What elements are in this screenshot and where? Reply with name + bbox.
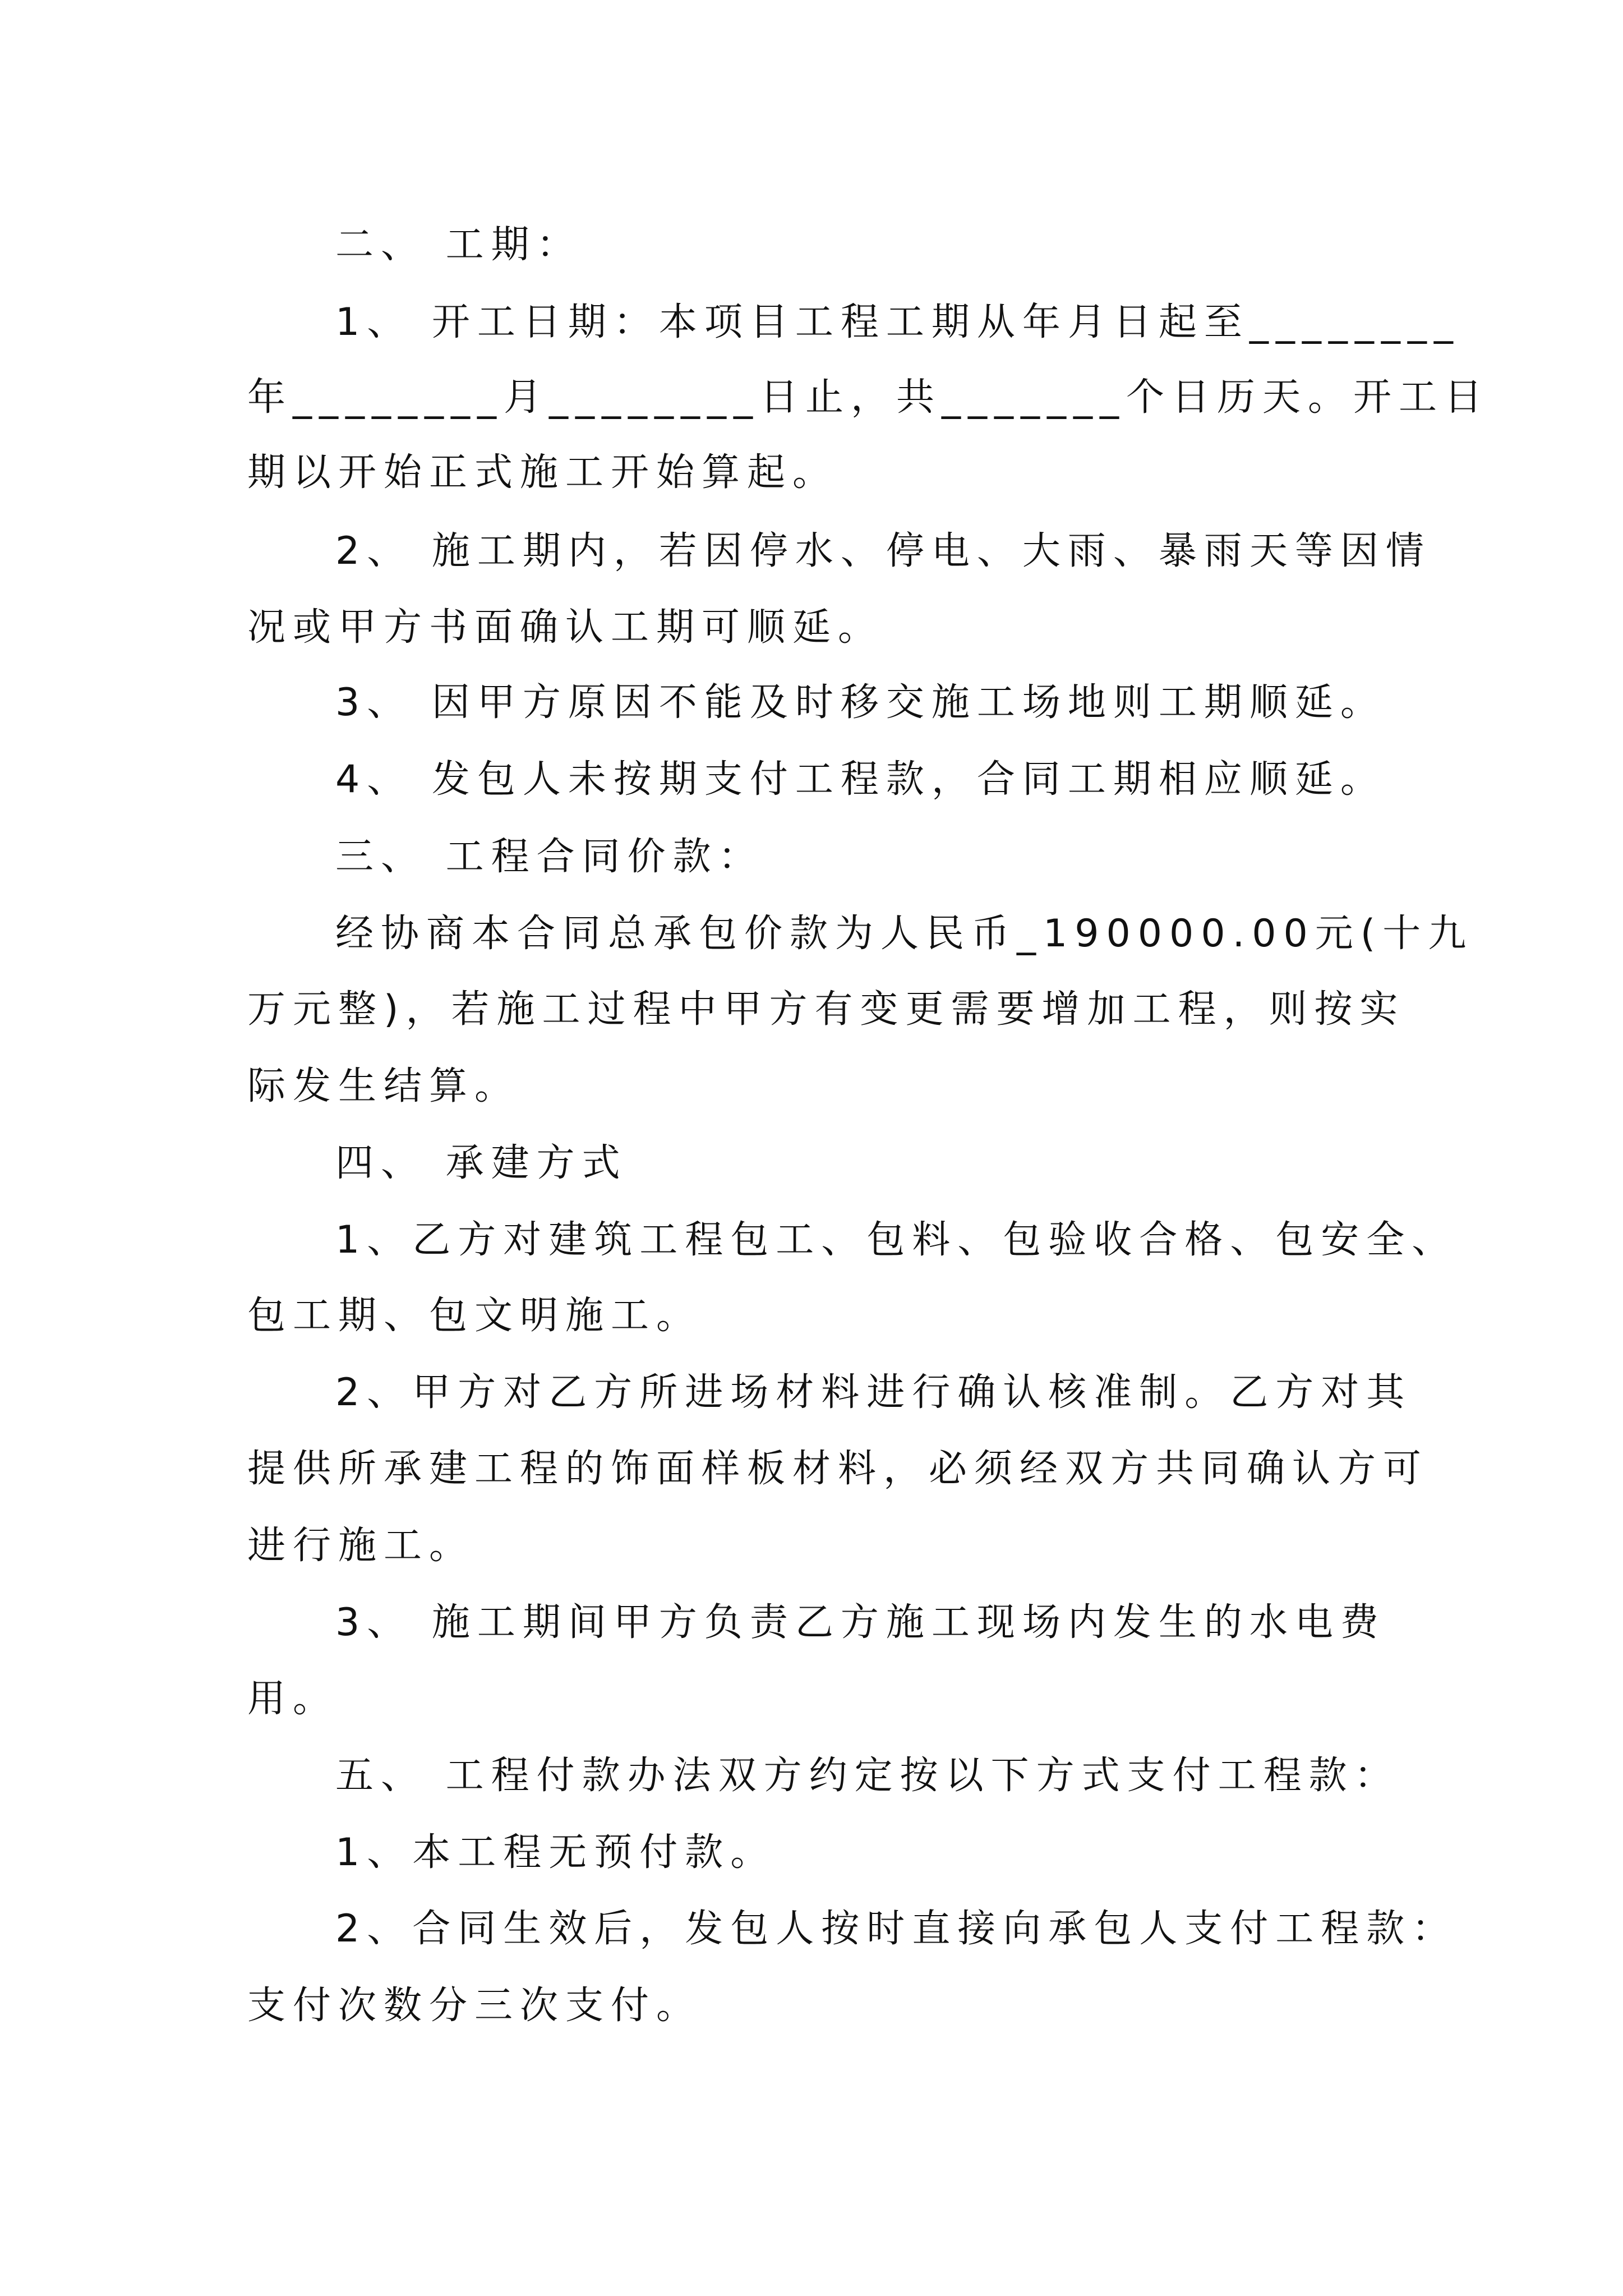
paragraph-line: 2、 施工期内，若因停水、停电、大雨、暴雨天等因情 [335,529,1431,573]
paragraph-line: 经协商本合同总承包价款为人民币_190000.00元(十九 [335,912,1474,956]
paragraph-line: 1、本工程无预付款。 [335,1830,776,1875]
section-heading-construction-method: 四、 承建方式 [335,1141,628,1185]
paragraph-line: 用。 [247,1677,339,1721]
paragraph-line: 提供所承建工程的饰面样板材料，必须经双方共同确认方可 [247,1447,1429,1491]
paragraph-line: 2、甲方对乙方所进场材料进行确认核准制。乙方对其 [335,1370,1412,1415]
paragraph-line: 进行施工。 [247,1524,475,1568]
paragraph-line: 况或甲方书面确认工期可顺延。 [247,605,884,650]
paragraph-line: 期以开始正式施工开始算起。 [247,450,838,495]
paragraph-line: 2、合同生效后，发包人按时直接向承包人支付工程款： [335,1907,1458,1951]
paragraph-line: 支付次数分三次支付。 [247,1984,702,2028]
paragraph-line: 包工期、包文明施工。 [247,1294,702,1338]
paragraph-line: 3、 因甲方原因不能及时移交施工场地则工期顺延。 [335,680,1386,725]
paragraph-line: 4、 发包人未按期支付工程款，合同工期相应顺延。 [335,757,1386,802]
section-heading-payment-method: 五、 工程付款办法双方约定按以下方式支付工程款： [335,1754,1400,1798]
paragraph-line: 1、 开工日期：本项目工程工期从年月日起至________ [335,300,1460,344]
section-heading-contract-price: 三、 工程合同价款： [335,835,764,879]
paragraph-line: 1、乙方对建筑工程包工、包料、包验收合格、包安全、 [335,1218,1458,1262]
paragraph-line: 3、 施工期间甲方负责乙方施工现场内发生的水电费 [335,1600,1386,1645]
paragraph-line: 年________月________日止，共_______个日历天。开工日 [247,375,1490,420]
paragraph-line: 万元整)，若施工过程中甲方有变更需要增加工程，则按实 [247,987,1405,1032]
section-heading-construction-period: 二、 工期： [335,223,582,267]
paragraph-line: 际发生结算。 [247,1064,520,1108]
